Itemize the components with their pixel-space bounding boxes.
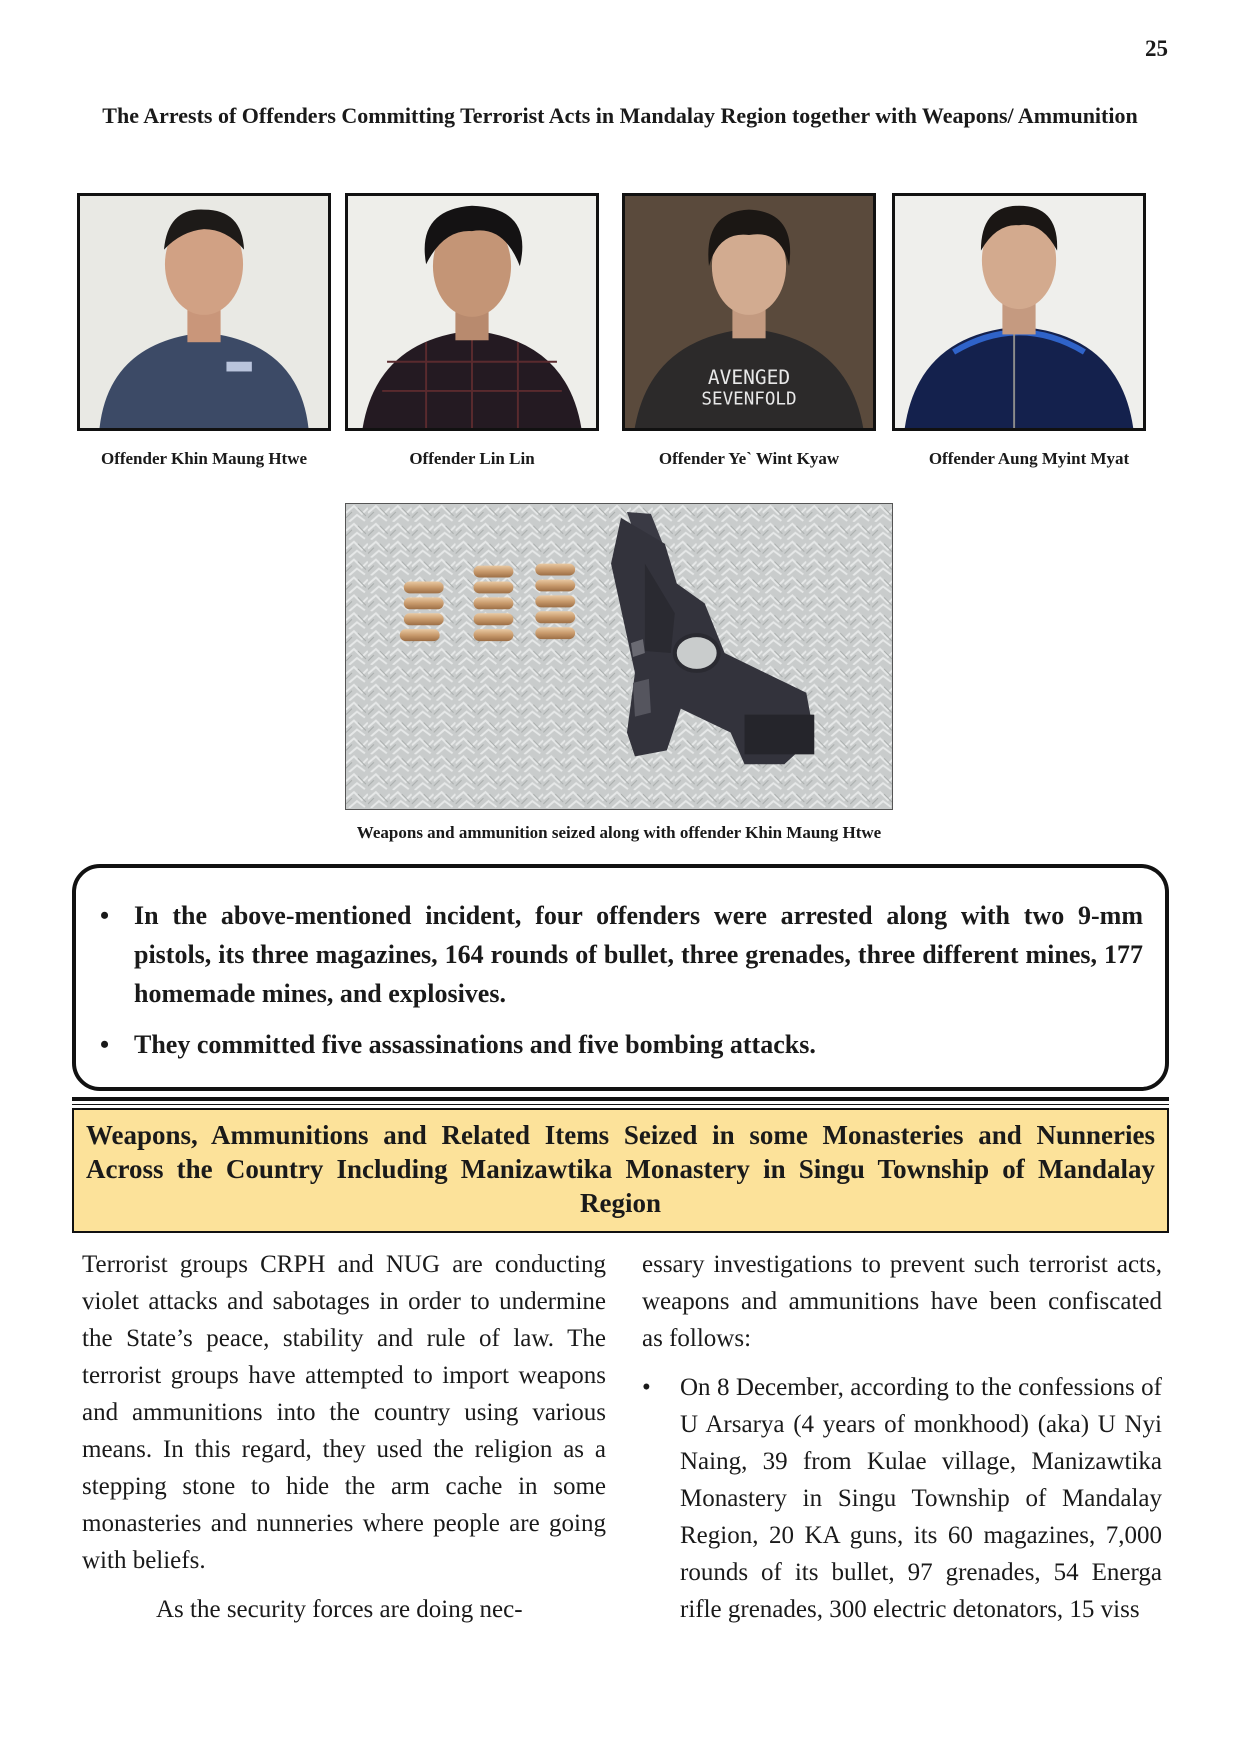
right-column [642,1246,1162,1628]
offender-caption-4: Offender Aung Myint Myat [928,449,1130,468]
summary-box [72,864,1169,1091]
offender-photo-4 [892,193,1146,431]
offender-caption-2: Offender Lin Lin [409,449,535,468]
offender-photo-3 [622,193,876,431]
left-paragraph-1: Terrorist groups CRPH and NUG are conducting violet attacks and sabotages in order to undermine the State’s peace, stability and rule of law. The terrorist groups have attempted to import weapons and ammunitions into the country using various means. In this regard, they used the religion as a stepping stone to hide the arm cache in some monasteries and nunneries where people are going with beliefs. [82,1251,606,1574]
seizure-bullet-1: • On 8 December, according to the confessions of U Arsarya (4 years of monkhood) (aka) U Nyi Naing, 39 from Kulae village, Manizawtika Monastery in Singu Township of Mandalay Region, 20 KA guns, its 60 magazines, 7,000 rounds of its bullet, 97 grenades, 54 Energa rifle grenades, 300 electric detonators, 15 viss [642,1369,1162,1628]
offender-caption-1: Offender Khin Maung Htwe [100,449,308,468]
summary-bullet-1: • In the above-mentioned incident, four offenders were arrested along with two 9-mm pistols, its three magazines, 164 rounds of bullet, three grenades, three different mines, 177 homemade mines, and explosives. [94,896,1143,1013]
section-divider-thick [72,1097,1169,1101]
section-heading: Weapons, Ammunitions and Related Items Seized in some Monasteries and Nunneries Across the Country Including Manizawtika Monastery in Singu Township of Mandalay Region [72,1108,1169,1233]
left-column [82,1246,606,1628]
offender-caption-3: Offender Ye` Wint Kyaw [658,449,840,468]
left-paragraph-2: As the security forces are doing nec- [156,1596,523,1623]
right-paragraph-1: essary investigations to prevent such terrorist acts, weapons and ammunitions have been confiscated as follows: [642,1251,1162,1352]
weapons-photo [345,503,893,810]
seizure-list [642,1369,1162,1628]
shirt-text-line-1: AVENGED [707,366,791,390]
page-number: 25 [1145,36,1168,61]
weapons-caption: Weapons and ammunition seized along with offender Khin Maung Htwe [356,823,882,842]
section-divider-thin [72,1104,1169,1105]
page-title: The Arrests of Offenders Committing Terrorist Acts in Mandalay Region together with Weapons/ Ammunition [102,103,1138,128]
offender-photo-1 [77,193,331,431]
summary-bullet-2: • They committed five assassinations and five bombing attacks. [94,1025,1143,1064]
shirt-text-line-2: SEVENFOLD [701,389,797,410]
summary-list [94,896,1143,1064]
offender-photo-2 [345,193,599,431]
